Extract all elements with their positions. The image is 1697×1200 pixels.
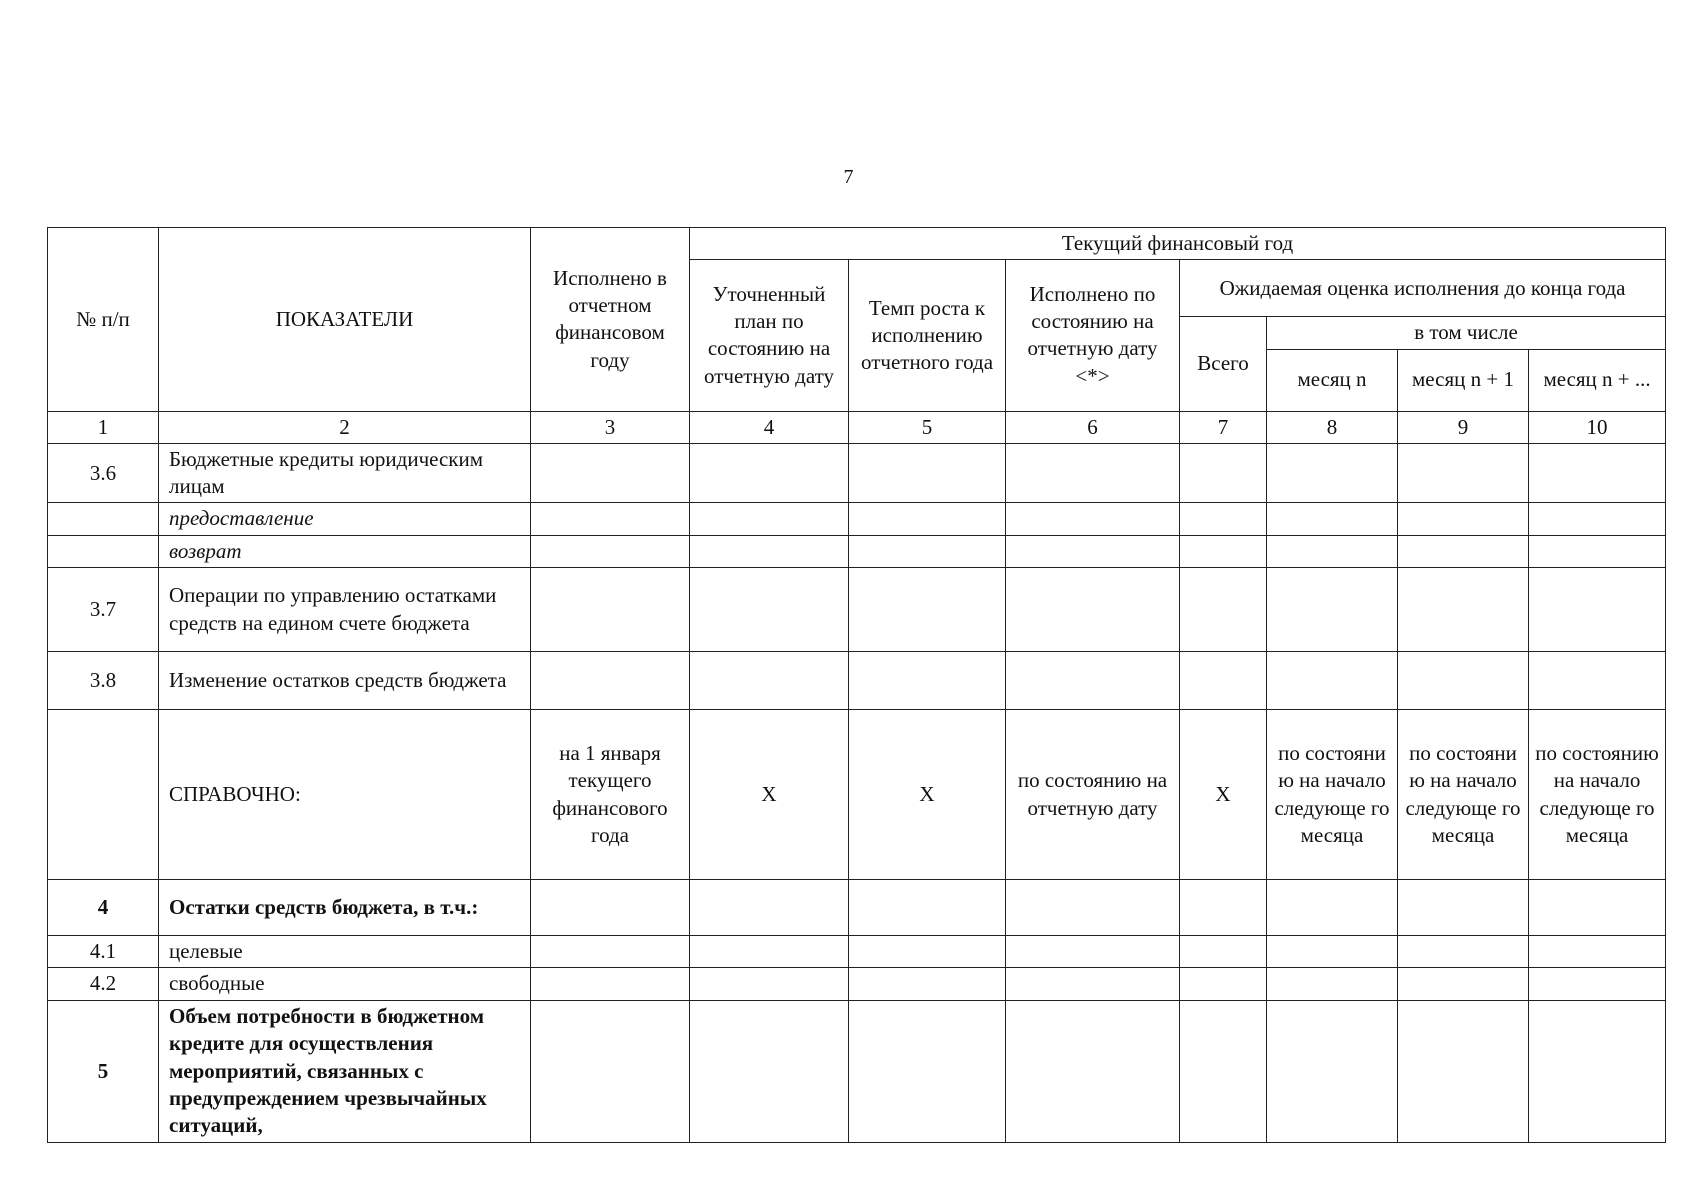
table-row: [48, 1000, 1666, 1142]
reference-col8: по состояни ю на начало следующе го месяца: [1267, 710, 1398, 880]
column-number: 6: [1006, 411, 1180, 443]
column-number: 4: [690, 411, 849, 443]
column-number: 8: [1267, 411, 1398, 443]
table-row: [48, 443, 1666, 503]
header-including: в том числе: [1267, 317, 1666, 349]
table-row: [48, 568, 1666, 652]
row-number: 4.2: [48, 968, 159, 1000]
header-col-executed-date: Исполнено по состоянию на отчетную дату <*>: [1006, 260, 1180, 411]
header-col-growth: Темп роста к исполнению отчетного года: [849, 260, 1006, 411]
row-number: 4: [48, 880, 159, 936]
reference-col6: по состоянию на отчетную дату: [1006, 710, 1180, 880]
reference-row: [48, 710, 1666, 880]
row-number: [48, 535, 159, 567]
row-label: Изменение остатков средств бюджета: [159, 652, 531, 710]
row-number: 5: [48, 1000, 159, 1142]
reference-col4: X: [690, 710, 849, 880]
table-row: [48, 968, 1666, 1000]
header-current-year: Текущий финансовый год: [690, 228, 1666, 260]
column-number: 3: [531, 411, 690, 443]
row-label: Объем потребности в бюджетном кредите для осуществления мероприятий, связанных с предупреждением чрезвычайных ситуаций,: [159, 1000, 531, 1142]
table-row: [48, 880, 1666, 936]
page-number: 7: [843, 166, 854, 188]
row-number: 4.1: [48, 936, 159, 968]
row-label: Операции по управлению остатками средств на едином счете бюджета: [159, 568, 531, 652]
header-col-month-nx: месяц n + ...: [1529, 349, 1666, 411]
header-col-month-n1: месяц n + 1: [1398, 349, 1529, 411]
report-table: [47, 227, 1666, 1143]
table-row: [48, 535, 1666, 567]
column-number: 9: [1398, 411, 1529, 443]
reference-col9: по состояни ю на начало следующе го месяца: [1398, 710, 1529, 880]
row-label: целевые: [159, 936, 531, 968]
header-expected-estimate: Ожидаемая оценка исполнения до конца года: [1180, 260, 1666, 317]
column-number: 7: [1180, 411, 1267, 443]
column-number: 2: [159, 411, 531, 443]
reference-label: СПРАВОЧНО:: [159, 710, 531, 880]
header-col-plan: Уточненный план по состоянию на отчетную дату: [690, 260, 849, 411]
row-label: предоставление: [159, 503, 531, 535]
row-label: Остатки средств бюджета, в т.ч.:: [159, 880, 531, 936]
row-number: 3.8: [48, 652, 159, 710]
reference-col7: X: [1180, 710, 1267, 880]
table-row: [48, 503, 1666, 535]
row-label: Бюджетные кредиты юридическим лицам: [159, 443, 531, 503]
row-number: 3.6: [48, 443, 159, 503]
row-number: [48, 503, 159, 535]
header-col-executed-prev: Исполнено в отчетном финансовом году: [531, 228, 690, 412]
column-number-row: [48, 411, 1666, 443]
column-number: 1: [48, 411, 159, 443]
header-col-total: Всего: [1180, 317, 1267, 411]
header-col-num: № п/п: [48, 228, 159, 412]
row-number: 3.7: [48, 568, 159, 652]
reference-col3: на 1 января текущего финансового года: [531, 710, 690, 880]
table-row: [48, 936, 1666, 968]
column-number: 10: [1529, 411, 1666, 443]
reference-col5: X: [849, 710, 1006, 880]
row-label: возврат: [159, 535, 531, 567]
header-col-indicators: ПОКАЗАТЕЛИ: [159, 228, 531, 412]
reference-col10: по состоянию на начало следующе го месяца: [1529, 710, 1666, 880]
header-col-month-n: месяц n: [1267, 349, 1398, 411]
row-label: свободные: [159, 968, 531, 1000]
column-number: 5: [849, 411, 1006, 443]
table-row: [48, 652, 1666, 710]
